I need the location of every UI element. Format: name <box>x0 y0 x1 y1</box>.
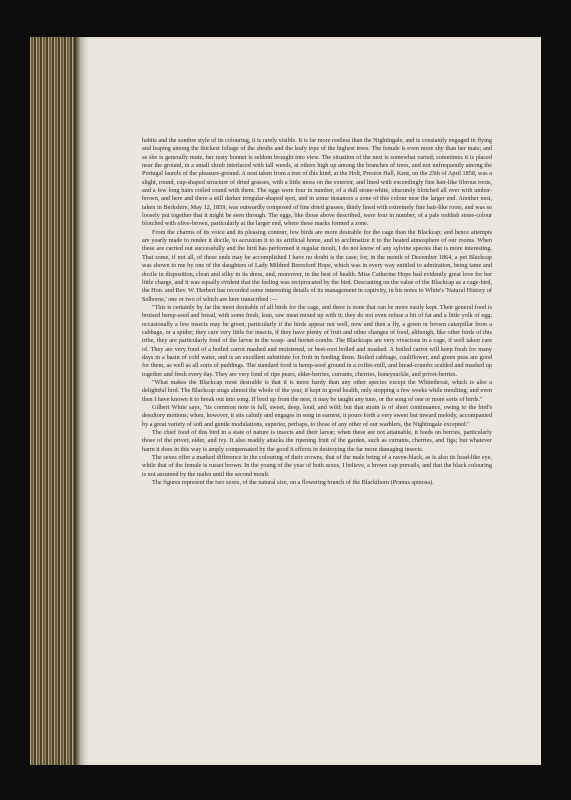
paragraph: From the charms of its voice and its pleasing contour, few birds are more desirable for the cage than the Blackcap; and hence attempts are yearly made to render it docile, to accustom it to its artificial home, and to acclimatize it to the heated atmosphere of our rooms. When these are carried out successfully and the bird has performed it regular moult, I do not know of any sylvine species that is more interesting. That some, if not all, of these ends may be accomplished I have no doubt is the case; for, in the month of December 1864, a pet Blackcap was shown to me by one of the daughters of Lady Mildred Beresford Hope, which was in every way entitled to admiration, being tame and docile in disposition, clean and silky in its dress, and, moreover, in the best of health. Miss Catherine Hope had evidently great love for her little charge, and it was equally evident that the feeling was reciprocated by the bird. Descanting on the value of the Blackcap as a cage-bird, the Hon. and Rev. W. Herbert has recorded some interesting details of its management in captivity, in his notes to White's 'Natural History of Selborne,' one or two of which are here transcribed :— <box>142 228 492 303</box>
paragraph: The figures represent the two sexes, of the natural size, on a flowering branch of the Blackthorn (Prunus spinosa). <box>152 479 434 487</box>
paragraph: "What makes the Blackcap most desirable is that it is more hardy than any other species except the Whitethroat, which is also a delightful bird. The Blackcap sings almost the whole of the year, if kept in good health, only stopping a few weeks while moulting; and even then I have known it to break out into song. If bred up from the nest, it may be taught any tune, or the song of one or more sorts of birds." <box>142 378 492 403</box>
book-binding-edge <box>30 37 82 765</box>
paragraph: "This is certainly by far the most desirable of all birds for the cage, and there is none that can be more easily kept. Their general food is bruised hemp-seed and bread, with some fresh, lean, raw meat mixed up with it; they do not even refuse a bit of fat and a little yolk of egg; occasionally a few insects may be given, particularly if the birds appear not well, now and then a fly, a green or brown caterpillar from a cabbage, or a spider; they care very little for insects, if they have plenty of fruit and other changes of food, although, like other birds of this tribe, they are particularly fond of the larvæ in the wasp- and hornet-combs. The Blackcaps are very vivacious in a cage, if well taken care of. They are very fond of a boiled carrot mashed and moistened, or beet-root boiled and mashed. A boiled carrot will keep fresh for many days in a basin of cold water, and is an excellent substitute for fruit in feeding them. Boiled cabbage, cauliflower, and green peas are good for them, as well as all sorts of puddings. The standard food is hemp-seed ground in a coffee-mill, and bread-crumbs scalded and mashed up together and fresh every day. They are very fond of ripe pears, elder-berries, currants, cherries, honeysuckle, and privet-berries. <box>142 303 492 378</box>
paragraph: The chief food of this bird in a state of nature is insects and their larvæ; when these are not attainable, it feeds on berries, particularly those of the privet, elder, and ivy. It also readily attacks the ripening fruit of the garden, such as currants, cherries, and figs; but whatever harm it does in this way is amply compensated by the good it effects in destroying the far more damaging insects. <box>142 429 492 453</box>
paragraph: The sexes offer a marked difference in the colouring of their crowns, that of the male being of a raven-black, as is also its head-like eye, while that of the female is russet brown. In the young of the year of both sexes, I believe, a brown cap prevails, and that the black colouring is not assumed by the males until the second moult. <box>142 454 492 478</box>
paragraph: habits and the sombre style of its colouring, it is rarely visible. It is far more restless than the Nightingale, and is constantly engaged in flying and leaping among the thickest foliage of the shrubs and the leafy tops of the highest trees. The female is even more shy than her mate; and as she is generally mute, her rusty bonnet is seldom brought into view. The situation of the nest is somewhat varied; sometimes it is placed near the ground, in a small shrub interlaced with tall weeds, at others high up among the branches of trees, and not unfrequently among the Portugal laurels of the pleasure-ground. A nest taken from a tree of this kind, at the Holt, Preston Hall, Kent, on the 25th of April 1858, was a slight, round, cup-shaped structure of dried grasses, with a little moss on the exterior, and lined with exceedingly fine hair-like fibrous roots, and a few long hairs coiled round with them. The eggs were four in number, of a dull stone-white, obscurely blotched all over with umber-brown, and here and there a still darker irregular-shaped spot, and in some instances a zone of this colour near the larger end. Another nest, taken in Berkshire, May 12, 1859, was outwardly composed of fine dried grasses, thinly lined with extremely fine hair-like roots, and was so loosely put together that it might be seen through. The eggs, like those above described, were four in number, of a pale reddish stone-colour blotched with olive-brown, particularly at the larger end, where these marks formed a zone. <box>142 137 492 228</box>
paragraph: Gilbert White says, "its common note is full, sweet, deep, loud, and wild; but that strain is of short continuance, owing to the bird's desultory motions; when, however, it sits calmly and engages in song in earnest, it pours forth a very sweet but inward melody, accompanied by a great variety of soft and gentle modulations, superior, perhaps, to those of any other of our warblers, the Nightingale excepted." <box>142 404 492 428</box>
body-text <box>142 137 492 487</box>
book-page <box>80 37 541 765</box>
